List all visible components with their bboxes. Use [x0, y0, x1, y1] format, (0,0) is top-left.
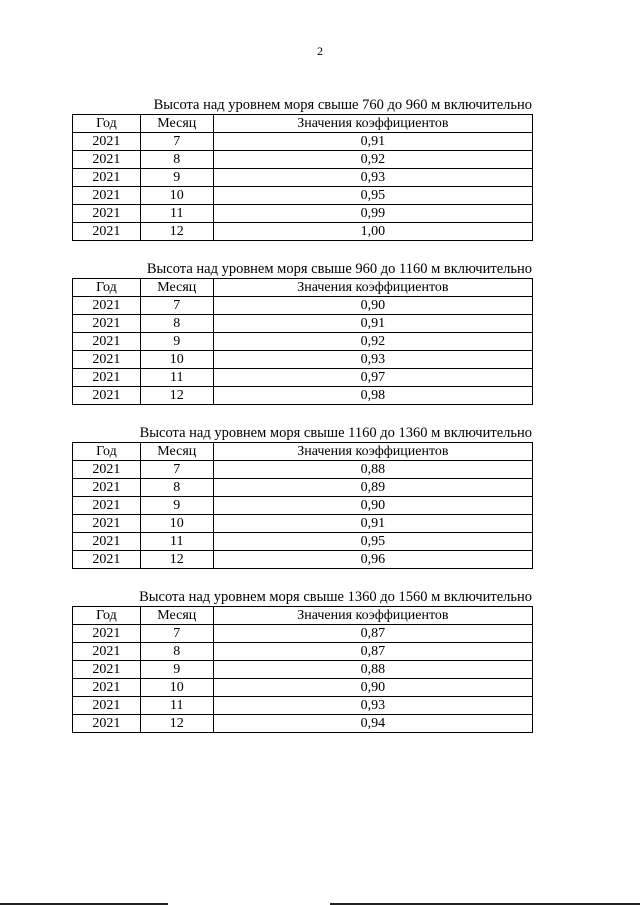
cell-month: 9	[140, 333, 213, 351]
table-header-row	[73, 279, 533, 297]
cell-value: 0,88	[213, 661, 532, 679]
section-title: Высота над уровнем моря свыше 1360 до 1560 м включительно	[139, 589, 532, 605]
section-title: Высота над уровнем моря свыше 760 до 960 м включительно	[153, 97, 532, 113]
cell-year: 2021	[73, 497, 141, 515]
table-row	[73, 497, 533, 515]
column-header-value: Значения коэффициентов	[213, 115, 532, 133]
cell-value: 0,91	[213, 315, 532, 333]
cell-month: 12	[140, 715, 213, 733]
cell-year: 2021	[73, 515, 141, 533]
cell-year: 2021	[73, 333, 141, 351]
cell-month: 10	[140, 515, 213, 533]
cell-month: 7	[140, 461, 213, 479]
cell-value: 0,91	[213, 133, 532, 151]
coefficient-section-1360-1560	[72, 589, 534, 733]
section-title: Высота над уровнем моря свыше 960 до 1160 м включительно	[146, 261, 532, 277]
cell-value: 0,98	[213, 387, 532, 405]
column-header-year: Год	[73, 607, 141, 625]
table-row	[73, 223, 533, 241]
cell-year: 2021	[73, 169, 141, 187]
cell-value: 0,90	[213, 497, 532, 515]
cell-value: 0,90	[213, 679, 532, 697]
cell-year: 2021	[73, 151, 141, 169]
cell-month: 11	[140, 697, 213, 715]
cell-value: 0,95	[213, 533, 532, 551]
section-title: Высота над уровнем моря свыше 1160 до 1360 м включительно	[139, 425, 532, 441]
coefficient-table	[72, 114, 533, 241]
cell-year: 2021	[73, 369, 141, 387]
cell-value: 0,88	[213, 461, 532, 479]
table-row	[73, 625, 533, 643]
cell-value: 0,99	[213, 205, 532, 223]
cell-month: 9	[140, 661, 213, 679]
column-header-month: Месяц	[140, 443, 213, 461]
column-header-year: Год	[73, 443, 141, 461]
cell-value: 0,97	[213, 369, 532, 387]
coefficient-section-960-1160	[72, 261, 534, 405]
cell-year: 2021	[73, 661, 141, 679]
cell-value: 0,90	[213, 297, 532, 315]
column-header-year: Год	[73, 279, 141, 297]
column-header-value: Значения коэффициентов	[213, 279, 532, 297]
table-row	[73, 515, 533, 533]
table-row	[73, 715, 533, 733]
table-row	[73, 533, 533, 551]
cell-month: 12	[140, 223, 213, 241]
cell-year: 2021	[73, 533, 141, 551]
table-row	[73, 187, 533, 205]
table-row	[73, 369, 533, 387]
cell-year: 2021	[73, 297, 141, 315]
table-row	[73, 661, 533, 679]
table-row	[73, 297, 533, 315]
cell-year: 2021	[73, 187, 141, 205]
cell-year: 2021	[73, 551, 141, 569]
cell-value: 0,93	[213, 169, 532, 187]
cell-value: 1,00	[213, 223, 532, 241]
cell-month: 8	[140, 643, 213, 661]
table-row	[73, 333, 533, 351]
cell-year: 2021	[73, 479, 141, 497]
cell-year: 2021	[73, 387, 141, 405]
cell-value: 0,93	[213, 351, 532, 369]
cell-year: 2021	[73, 697, 141, 715]
cell-value: 0,91	[213, 515, 532, 533]
table-row	[73, 351, 533, 369]
table-row	[73, 461, 533, 479]
table-row	[73, 205, 533, 223]
coefficient-table	[72, 442, 533, 569]
cell-value: 0,93	[213, 697, 532, 715]
table-row	[73, 169, 533, 187]
cell-month: 8	[140, 479, 213, 497]
cell-year: 2021	[73, 351, 141, 369]
cell-month: 8	[140, 315, 213, 333]
cell-month: 7	[140, 133, 213, 151]
table-row	[73, 133, 533, 151]
cell-month: 11	[140, 533, 213, 551]
cell-month: 11	[140, 369, 213, 387]
cell-month: 9	[140, 497, 213, 515]
cell-month: 10	[140, 679, 213, 697]
table-row	[73, 479, 533, 497]
cell-year: 2021	[73, 679, 141, 697]
cell-value: 0,89	[213, 479, 532, 497]
cell-year: 2021	[73, 461, 141, 479]
column-header-year: Год	[73, 115, 141, 133]
cell-value: 0,94	[213, 715, 532, 733]
table-row	[73, 151, 533, 169]
cell-year: 2021	[73, 223, 141, 241]
table-header-row	[73, 443, 533, 461]
cell-month: 7	[140, 297, 213, 315]
cell-value: 0,96	[213, 551, 532, 569]
cell-month: 9	[140, 169, 213, 187]
table-row	[73, 387, 533, 405]
coefficient-section-1160-1360	[72, 425, 534, 569]
cell-year: 2021	[73, 315, 141, 333]
page-number: 2	[317, 44, 323, 58]
cell-value: 0,87	[213, 625, 532, 643]
cell-year: 2021	[73, 643, 141, 661]
cell-month: 8	[140, 151, 213, 169]
cell-value: 0,92	[213, 333, 532, 351]
table-header-row	[73, 607, 533, 625]
column-header-month: Месяц	[140, 115, 213, 133]
table-header-row	[73, 115, 533, 133]
column-header-value: Значения коэффициентов	[213, 443, 532, 461]
column-header-month: Месяц	[140, 607, 213, 625]
cell-month: 7	[140, 625, 213, 643]
table-row	[73, 679, 533, 697]
cell-year: 2021	[73, 133, 141, 151]
coefficient-section-760-960	[72, 97, 534, 241]
cell-month: 12	[140, 387, 213, 405]
cell-value: 0,92	[213, 151, 532, 169]
column-header-month: Месяц	[140, 279, 213, 297]
cell-month: 12	[140, 551, 213, 569]
coefficient-table	[72, 606, 533, 733]
cell-year: 2021	[73, 205, 141, 223]
table-row	[73, 315, 533, 333]
column-header-value: Значения коэффициентов	[213, 607, 532, 625]
cell-month: 10	[140, 187, 213, 205]
coefficient-table	[72, 278, 533, 405]
table-row	[73, 643, 533, 661]
cell-year: 2021	[73, 625, 141, 643]
table-row	[73, 551, 533, 569]
cell-value: 0,95	[213, 187, 532, 205]
cell-month: 11	[140, 205, 213, 223]
cell-value: 0,87	[213, 643, 532, 661]
cell-year: 2021	[73, 715, 141, 733]
table-row	[73, 697, 533, 715]
cell-month: 10	[140, 351, 213, 369]
